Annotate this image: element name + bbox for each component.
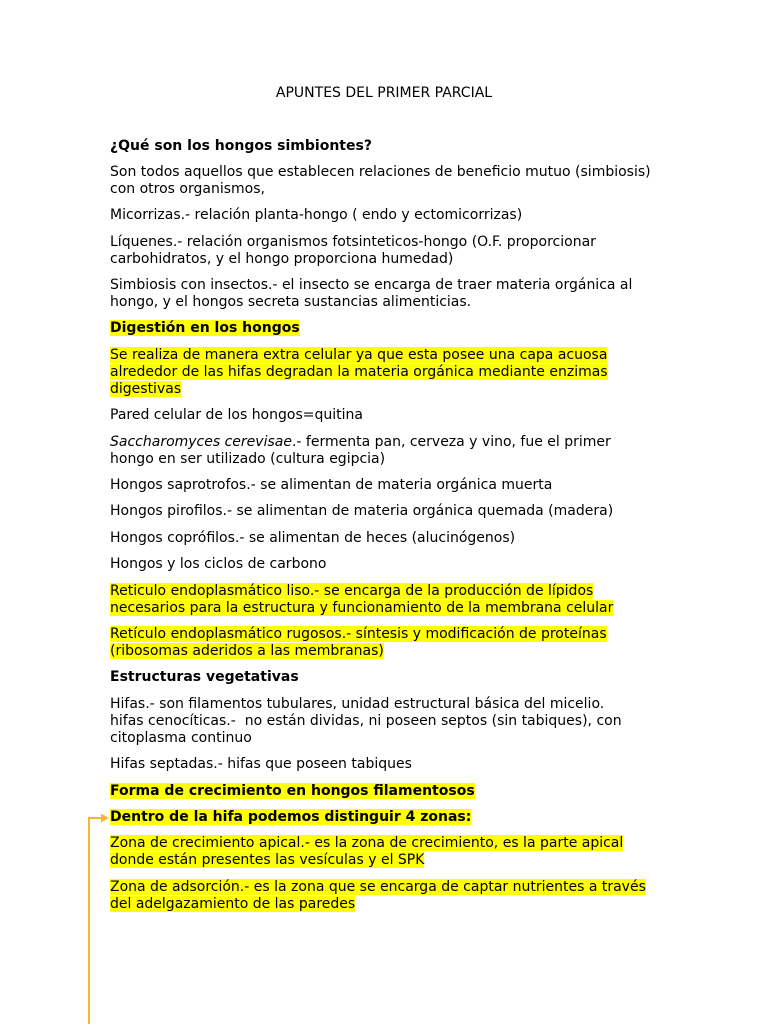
text-line: hifas cenocíticas.- no están dividas, ni poseen septos (sin tabiques), con <box>110 712 622 729</box>
highlighted-text: Digestión en los hongos <box>110 320 300 337</box>
paragraph-simbiontes-definition <box>110 164 730 198</box>
highlighted-text: Zona de adsorción.- es la zona que se encarga de captar nutrientes a través <box>110 878 646 895</box>
text-line <box>110 583 730 600</box>
highlighted-text: alrededor de las hifas degradan la materia orgánica mediante enzimas <box>110 363 608 380</box>
paragraph-digestion <box>110 347 730 398</box>
heading-digestion <box>110 320 730 337</box>
text-line: Hongos pirofilos.- se alimentan de materia orgánica quemada (madera) <box>110 503 614 520</box>
highlighted-text: Dentro de la hifa podemos distinguir 4 zonas: <box>110 808 472 825</box>
paragraph-saccharomyces <box>110 434 730 468</box>
paragraph-reticulo-rugoso <box>110 626 730 660</box>
paragraph-pirofilos <box>110 503 730 520</box>
paragraph-zona-apical <box>110 835 730 869</box>
highlighted-text: digestivas <box>110 380 182 397</box>
section-heading <box>110 809 730 826</box>
text-line <box>110 896 730 913</box>
text-line <box>110 381 730 398</box>
text-line: Pared celular de los hongos=quitina <box>110 407 363 424</box>
document-body <box>110 138 730 923</box>
heading-forma-crecimiento <box>110 783 730 800</box>
species-name: Saccharomyces cerevisae <box>110 433 292 450</box>
arrow-head <box>101 814 109 823</box>
section-heading <box>110 783 730 800</box>
text-line: Hongos y los ciclos de carbono <box>110 556 327 573</box>
text-line: hongo en ser utilizado (cultura egipcia) <box>110 450 386 467</box>
highlighted-text: (ribosomas aderidos a las membranas) <box>110 642 384 659</box>
heading-estructuras-vegetativas <box>110 669 730 686</box>
text-line: Micorrizas.- relación planta-hongo ( endo y ectomicorrizas) <box>110 207 523 224</box>
text-line: Hongos saprotrofos.- se alimentan de materia orgánica muerta <box>110 477 553 494</box>
paragraph-micorrizas <box>110 207 730 224</box>
section-heading <box>110 320 730 337</box>
text-line: Líquenes.- relación organismos fotsinteticos-hongo (O.F. proporcionar <box>110 233 596 250</box>
text-line <box>110 347 730 364</box>
text-line <box>110 434 730 451</box>
paragraph-saprotrofos <box>110 477 730 494</box>
text-line <box>110 835 730 852</box>
text-line <box>110 879 730 896</box>
paragraph-simbiosis-insectos <box>110 277 730 311</box>
text-line <box>110 852 730 869</box>
paragraph-reticulo-liso <box>110 583 730 617</box>
text-line: con otros organismos, <box>110 180 265 197</box>
text-line: citoplasma continuo <box>110 729 252 746</box>
text-line: carbohidratos, y el hongo proporciona humedad) <box>110 250 454 267</box>
paragraph-ciclos-carbono <box>110 556 730 573</box>
heading-zonas-hifa <box>110 809 730 826</box>
highlighted-text: del adelgazamiento de las paredes <box>110 895 356 912</box>
text-line: hongo, y el hongos secreta sustancias alimenticias. <box>110 294 472 311</box>
text-line: Hifas.- son filamentos tubulares, unidad estructural básica del micelio. <box>110 695 605 712</box>
highlighted-text: Se realiza de manera extra celular ya que esta posee una capa acuosa <box>110 346 608 363</box>
highlighted-text: Reticulo endoplasmático liso.- se encarga de la producción de lípidos <box>110 582 594 599</box>
text-line: Hifas septadas.- hifas que poseen tabiques <box>110 756 412 773</box>
paragraph-hifas <box>110 696 730 747</box>
highlighted-text: Zona de crecimiento apical.- es la zona de crecimiento, es la parte apical <box>110 835 624 852</box>
page-title: APUNTES DEL PRIMER PARCIAL <box>275 84 493 101</box>
highlighted-text: donde están presentes las vesículas y el SPK <box>110 852 425 869</box>
heading-hongos-simbiontes <box>110 138 730 155</box>
section-heading: ¿Qué son los hongos simbiontes? <box>110 137 372 154</box>
text-line <box>110 626 730 643</box>
highlighted-text: Retículo endoplasmático rugosos.- síntesis y modificación de proteínas <box>110 625 607 642</box>
text-line <box>110 364 730 381</box>
paragraph-coprofilos <box>110 530 730 547</box>
paragraph-pared-celular <box>110 407 730 424</box>
text-line <box>110 643 730 660</box>
section-heading: Estructuras vegetativas <box>110 669 299 686</box>
text-line: Simbiosis con insectos.- el insecto se encarga de traer materia orgánica al <box>110 277 633 294</box>
text-line: Son todos aquellos que establecen relaciones de beneficio mutuo (simbiosis) <box>110 163 651 180</box>
text-line <box>110 600 730 617</box>
text-fragment: .- fermenta pan, cerveza y vino, fue el primer <box>291 433 611 450</box>
paragraph-hifas-septadas <box>110 756 730 773</box>
highlighted-text: Forma de crecimiento en hongos filamentosos <box>110 782 475 799</box>
arrow-line <box>89 818 103 1024</box>
paragraph-zona-adsorcion <box>110 879 730 913</box>
highlighted-text: necesarios para la estructura y funcionamiento de la membrana celular <box>110 599 614 616</box>
paragraph-liquenes <box>110 234 730 268</box>
text-line: Hongos coprófilos.- se alimentan de heces (alucinógenos) <box>110 529 516 546</box>
